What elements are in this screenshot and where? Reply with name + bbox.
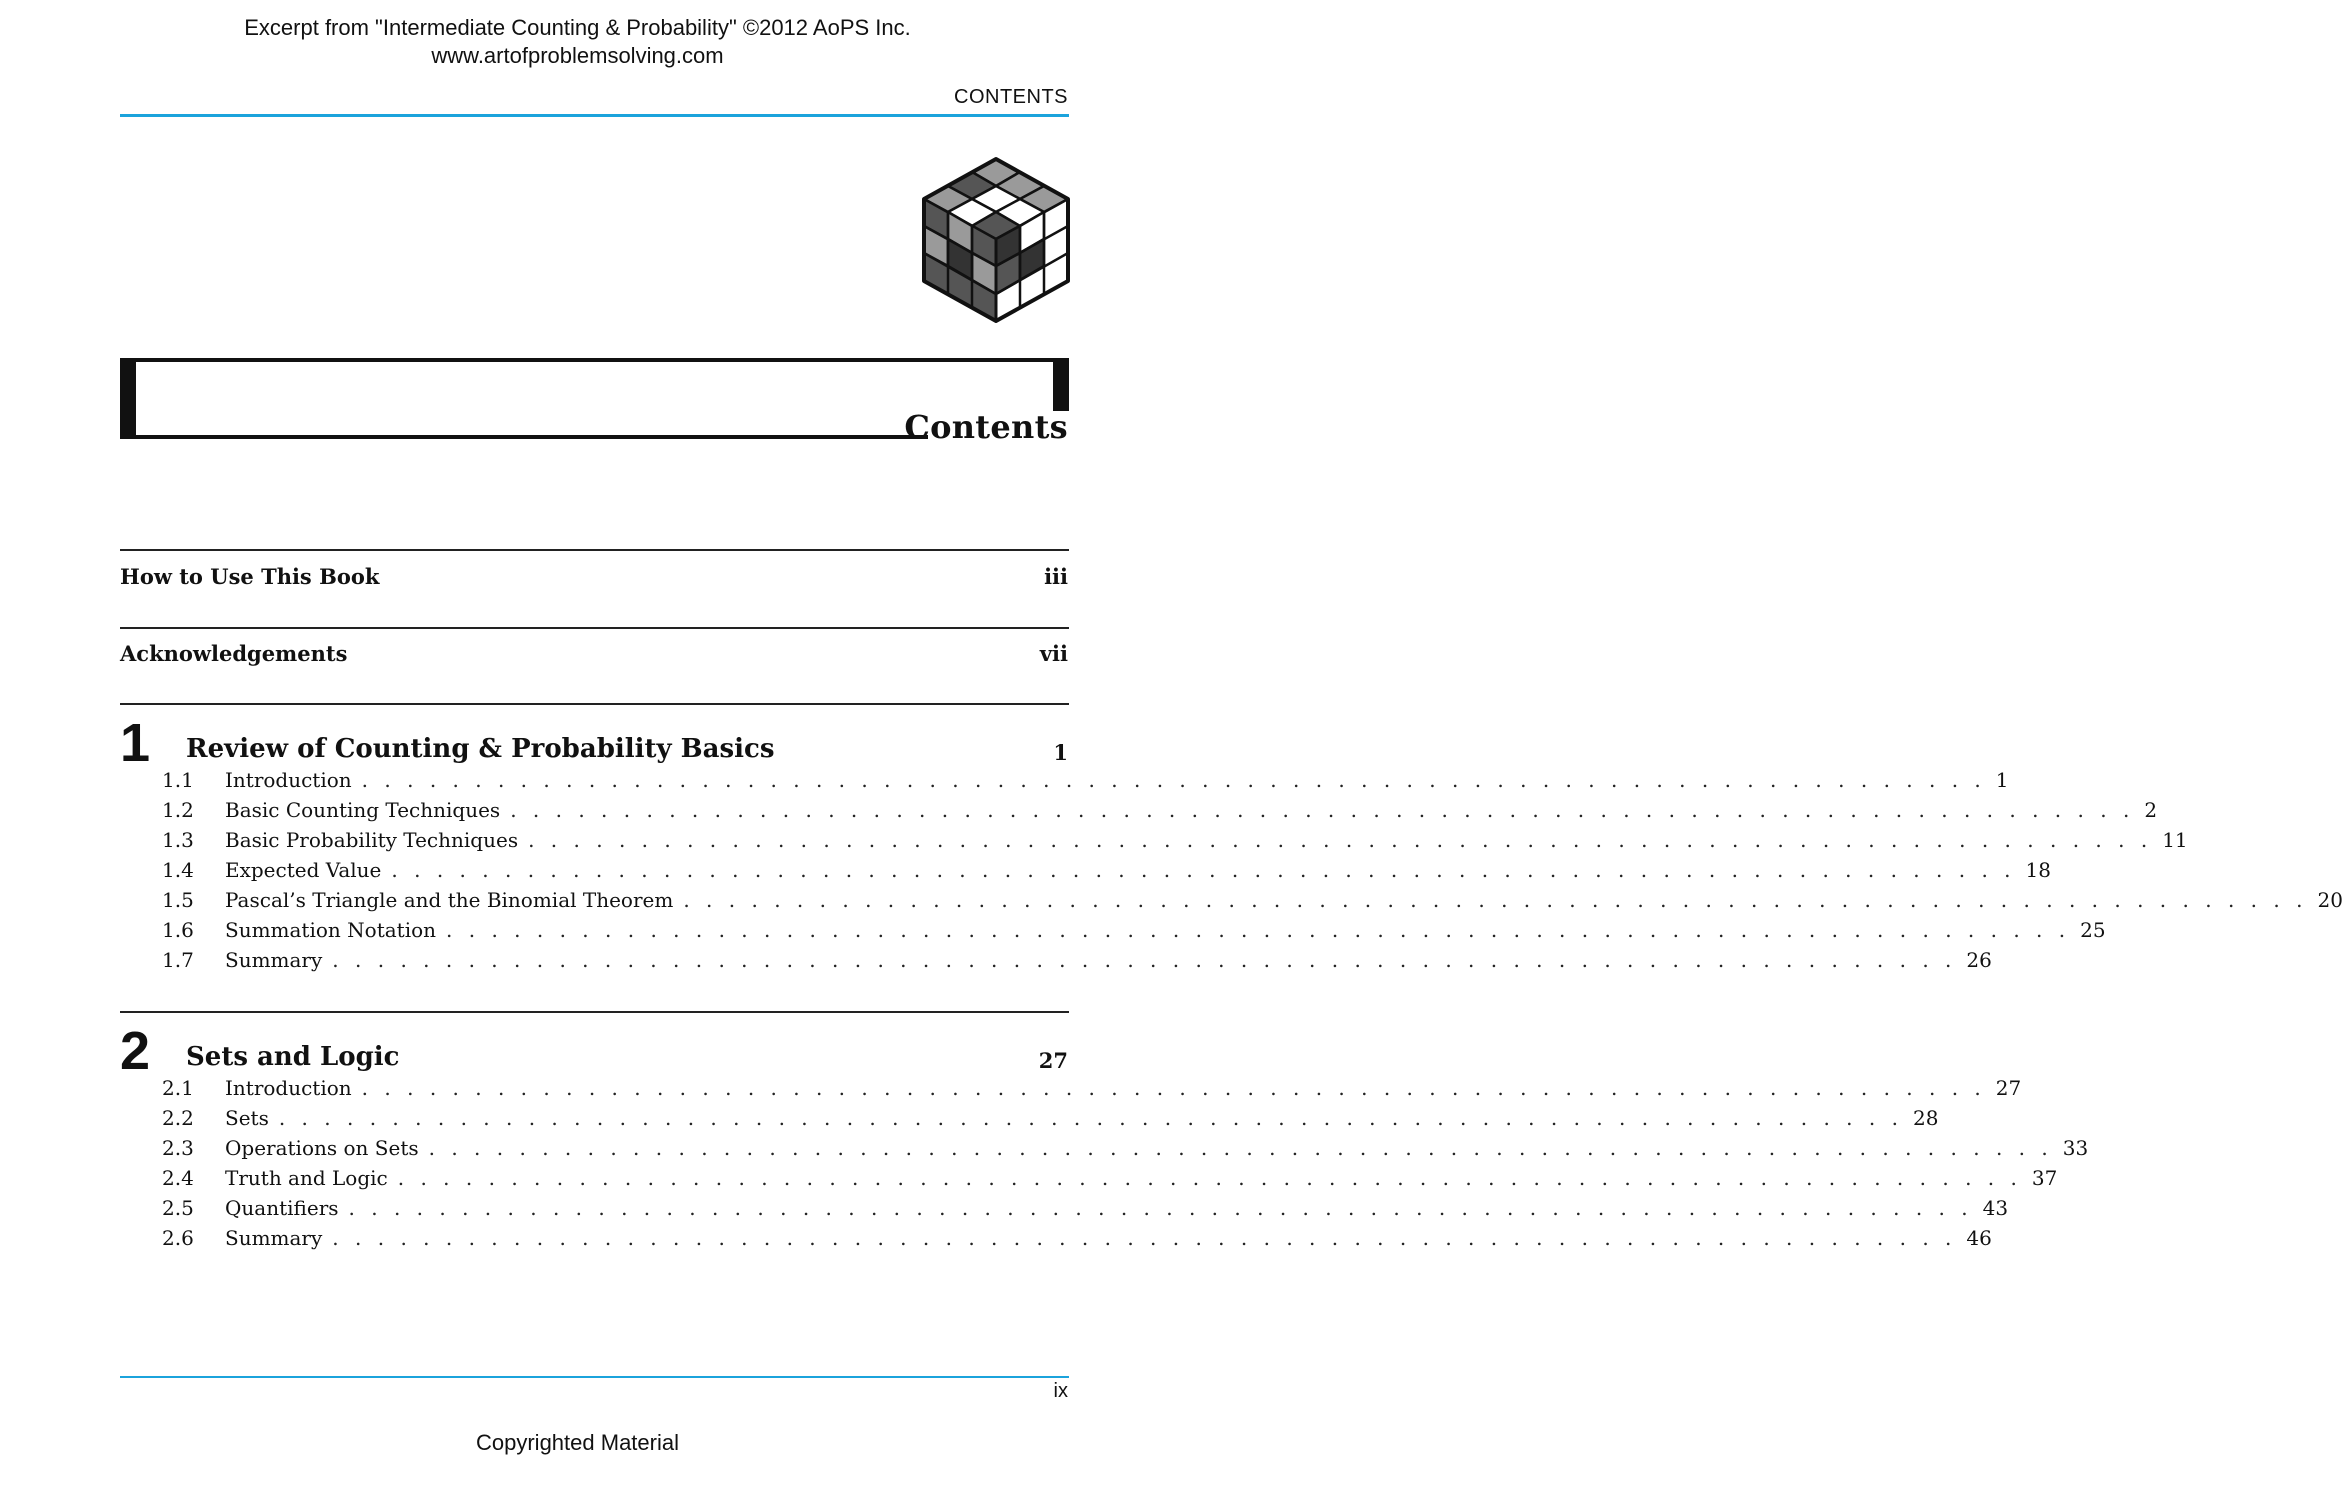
- section-title: Quantifiers: [225, 1196, 339, 1220]
- toc-section-row[interactable]: [162, 768, 2009, 798]
- dot-leader: . . . . . . . . . . . . . . . . . . . . . . . . . . . . . . . . . . . . . . . . . . . . . . . . . . . . . . . . . . . . . . . . . . . . . . . .: [332, 948, 1957, 972]
- section-page: 27: [1995, 1076, 2022, 1100]
- section-page: 25: [2080, 918, 2106, 942]
- dot-leader: . . . . . . . . . . . . . . . . . . . . . . . . . . . . . . . . . . . . . . . . . . . . . . . . . . . . . . . . . . . . . . . . . . . . . . . .: [332, 1226, 1957, 1250]
- section-page: 28: [1912, 1106, 1939, 1130]
- toc-section-row[interactable]: [162, 888, 2343, 918]
- header-rule: [120, 114, 1069, 117]
- divider: [120, 627, 1069, 629]
- section-number: 1.5: [162, 888, 194, 912]
- section-title: Operations on Sets: [225, 1136, 419, 1160]
- toc-entry-page: vii: [1039, 641, 1068, 666]
- dot-leader: . . . . . . . . . . . . . . . . . . . . . . . . . . . . . . . . . . . . . . . . . . . . . . . . . . . . . . . . . . . . . . . . . . . . . . . .: [446, 918, 2071, 942]
- divider: [120, 549, 1069, 551]
- section-number: 2.2: [162, 1106, 194, 1130]
- banner-frame-left: [120, 358, 136, 439]
- toc-section-row[interactable]: [162, 1136, 2089, 1166]
- section-title: Basic Counting Techniques: [225, 798, 501, 822]
- toc-section-row[interactable]: [162, 1076, 2022, 1106]
- section-title: Summary: [225, 948, 323, 972]
- footer-rule: [120, 1376, 1069, 1378]
- section-page: 43: [1982, 1196, 2009, 1220]
- divider: [120, 703, 1069, 705]
- section-number: 2.5: [162, 1196, 194, 1220]
- section-number: 2.6: [162, 1226, 194, 1250]
- dot-leader: . . . . . . . . . . . . . . . . . . . . . . . . . . . . . . . . . . . . . . . . . . . . . . . . . . . . . . . . . . . . . . . . . . . . . . . .: [683, 888, 2308, 912]
- toc-section-row[interactable]: [162, 798, 2158, 828]
- banner-frame-bottom: [120, 435, 928, 439]
- chapter-page: 27: [1038, 1048, 1068, 1073]
- website-link[interactable]: www.artofproblemsolving.com: [431, 43, 724, 68]
- section-page: 18: [2025, 858, 2051, 882]
- toc-entry-page: iii: [1044, 564, 1068, 589]
- section-title: Truth and Logic: [225, 1166, 388, 1190]
- dot-leader: . . . . . . . . . . . . . . . . . . . . . . . . . . . . . . . . . . . . . . . . . . . . . . . . . . . . . . . . . . . . . . . . . . . . . . . .: [361, 768, 1986, 792]
- dot-leader: . . . . . . . . . . . . . . . . . . . . . . . . . . . . . . . . . . . . . . . . . . . . . . . . . . . . . . . . . . . . . . . . . . . . . . . .: [391, 858, 2016, 882]
- section-number: 1.3: [162, 828, 194, 852]
- dot-leader: . . . . . . . . . . . . . . . . . . . . . . . . . . . . . . . . . . . . . . . . . . . . . . . . . . . . . . . . . . . . . . . . . . . . . . . .: [278, 1106, 1903, 1130]
- section-title: Summation Notation: [225, 918, 437, 942]
- dot-leader: . . . . . . . . . . . . . . . . . . . . . . . . . . . . . . . . . . . . . . . . . . . . . . . . . . . . . . . . . . . . . . . . . . . . . . . .: [348, 1196, 1973, 1220]
- toc-section-row[interactable]: [162, 1106, 1939, 1136]
- section-title: Summary: [225, 1226, 323, 1250]
- section-page: 46: [1966, 1226, 1992, 1250]
- section-title: Expected Value: [225, 858, 382, 882]
- section-number: 1.6: [162, 918, 194, 942]
- section-number: 1.4: [162, 858, 194, 882]
- section-page: 11: [2162, 828, 2188, 852]
- chapter-page: 1: [1053, 740, 1068, 765]
- banner-frame-top: [120, 358, 1069, 362]
- section-page: 20: [2317, 888, 2343, 912]
- chapter-title[interactable]: Sets and Logic: [186, 1042, 400, 1072]
- toc-entry-acknowledgements[interactable]: Acknowledgements: [120, 641, 348, 666]
- section-number: 1.7: [162, 948, 194, 972]
- chapter-number: 2: [120, 1021, 151, 1081]
- divider: [120, 1011, 1069, 1013]
- section-number: 2.3: [162, 1136, 194, 1160]
- section-number: 2.4: [162, 1166, 194, 1190]
- section-title: Pascal’s Triangle and the Binomial Theorem: [225, 888, 674, 912]
- toc-section-row[interactable]: [162, 1196, 2009, 1226]
- section-title: Sets: [225, 1106, 269, 1130]
- section-number: 1.1: [162, 768, 194, 792]
- toc-section-row[interactable]: [162, 858, 2051, 888]
- section-title: Introduction: [225, 1076, 352, 1100]
- dot-leader: . . . . . . . . . . . . . . . . . . . . . . . . . . . . . . . . . . . . . . . . . . . . . . . . . . . . . . . . . . . . . . . . . . . . . . . .: [397, 1166, 2022, 1190]
- dot-leader: . . . . . . . . . . . . . . . . . . . . . . . . . . . . . . . . . . . . . . . . . . . . . . . . . . . . . . . . . . . . . . . . . . . . . . . .: [510, 798, 2135, 822]
- dot-leader: . . . . . . . . . . . . . . . . . . . . . . . . . . . . . . . . . . . . . . . . . . . . . . . . . . . . . . . . . . . . . . . . . . . . . . . .: [528, 828, 2153, 852]
- toc-section-row[interactable]: [162, 1226, 1992, 1256]
- toc-section-row[interactable]: [162, 828, 2188, 858]
- dot-leader: . . . . . . . . . . . . . . . . . . . . . . . . . . . . . . . . . . . . . . . . . . . . . . . . . . . . . . . . . . . . . . . . . . . . . . . .: [428, 1136, 2053, 1160]
- toc-section-row[interactable]: [162, 1166, 2058, 1196]
- section-page: 2: [2144, 798, 2158, 822]
- cube-logo-icon: [918, 155, 1074, 331]
- section-page: 37: [2031, 1166, 2058, 1190]
- section-title: Basic Probability Techniques: [225, 828, 519, 852]
- banner-frame-right: [1053, 358, 1069, 411]
- dot-leader: . . . . . . . . . . . . . . . . . . . . . . . . . . . . . . . . . . . . . . . . . . . . . . . . . . . . . . . . . . . . . . . . . . . . . . . .: [361, 1076, 1986, 1100]
- running-head: CONTENTS: [954, 86, 1068, 108]
- toc-section-row[interactable]: [162, 948, 1992, 978]
- section-page: 33: [2062, 1136, 2089, 1160]
- section-page: 26: [1966, 948, 1992, 972]
- section-number: 2.1: [162, 1076, 194, 1100]
- section-page: 1: [1995, 768, 2009, 792]
- chapter-title[interactable]: Review of Counting & Probability Basics: [186, 734, 775, 764]
- section-number: 1.2: [162, 798, 194, 822]
- toc-entry-how-to-use[interactable]: How to Use This Book: [120, 564, 380, 589]
- section-title: Introduction: [225, 768, 352, 792]
- page-number: ix: [1053, 1380, 1068, 1402]
- chapter-number: 1: [120, 713, 151, 773]
- copyright-notice: Copyrighted Material: [476, 1430, 679, 1455]
- excerpt-notice: Excerpt from "Intermediate Counting & Probability" ©2012 AoPS Inc.: [244, 15, 911, 40]
- page-title: Contents: [904, 408, 1068, 446]
- toc-section-row[interactable]: [162, 918, 2106, 948]
